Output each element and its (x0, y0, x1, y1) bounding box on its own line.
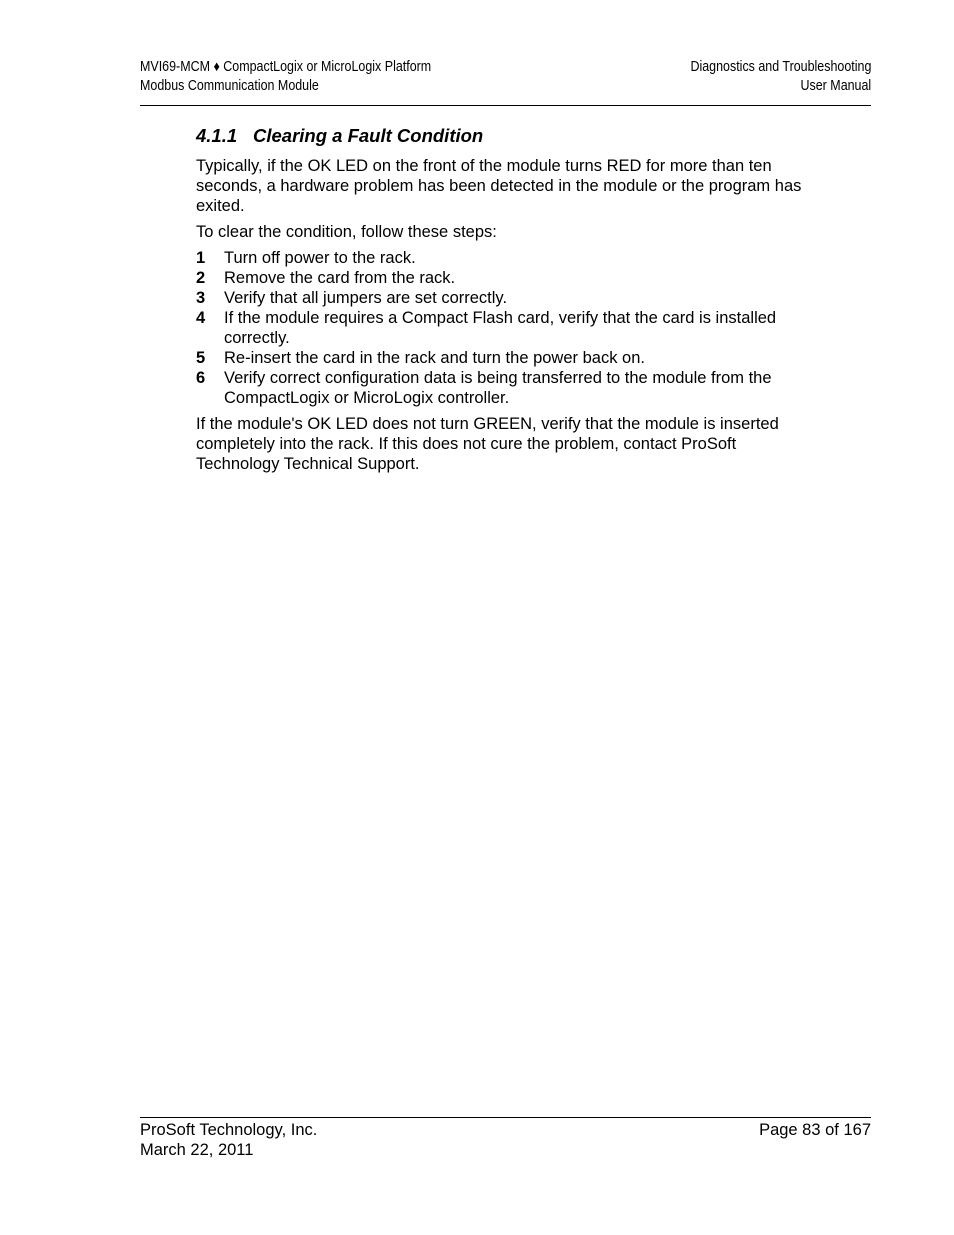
section-title: Clearing a Fault Condition (253, 125, 484, 146)
step-text: Verify correct configuration data is being transferred to the module from the CompactLogix or MicroLogix controller. (224, 369, 772, 407)
page-footer (140, 1117, 871, 1159)
step-number: 4 (196, 309, 206, 327)
header-chapter-title: Diagnostics and Troubleshooting (690, 59, 871, 75)
list-item (196, 348, 816, 368)
header-left (140, 58, 479, 96)
step-number: 1 (196, 249, 206, 267)
step-number: 2 (196, 269, 206, 287)
header-module-name: Modbus Communication Module (140, 78, 319, 94)
list-item (196, 368, 816, 408)
page-number: Page 83 of 167 (759, 1121, 871, 1139)
steps-list (196, 248, 816, 408)
section-heading (196, 124, 816, 148)
header-product-title: MVI69-MCM ♦ CompactLogix or MicroLogix Platform (140, 59, 432, 75)
step-text: Re-insert the card in the rack and turn the power back on. (224, 349, 645, 367)
step-text: Verify that all jumpers are set correctly. (224, 289, 508, 307)
step-number: 5 (196, 349, 206, 367)
step-number: 3 (196, 289, 206, 307)
footer-date: March 22, 2011 (140, 1141, 254, 1159)
footer-company: ProSoft Technology, Inc. (140, 1121, 318, 1139)
footer-right (759, 1120, 871, 1140)
intro-paragraph: Typically, if the OK LED on the front of the module turns RED for more than ten seconds, a hardware problem has been detected in the module or the program has exited. (196, 157, 802, 215)
list-item (196, 248, 816, 268)
step-text: Remove the card from the rack. (224, 269, 456, 287)
step-text: Turn off power to the rack. (224, 249, 416, 267)
list-item (196, 288, 816, 308)
section-number: 4.1.1 (196, 125, 238, 146)
header-manual-type: User Manual (800, 78, 871, 94)
step-number: 6 (196, 369, 206, 387)
footer-left (140, 1120, 317, 1160)
header-right (661, 58, 871, 96)
page-header (140, 56, 871, 106)
page-content (196, 124, 816, 480)
closing-paragraph: If the module's OK LED does not turn GREEN, verify that the module is inserted completely into the rack. If this does not cure the problem, contact ProSoft Technology Technical Support. (196, 415, 779, 473)
steps-intro: To clear the condition, follow these steps: (196, 223, 497, 241)
step-text: If the module requires a Compact Flash card, verify that the card is installed correctly. (224, 309, 777, 347)
list-item (196, 308, 816, 348)
list-item (196, 268, 816, 288)
